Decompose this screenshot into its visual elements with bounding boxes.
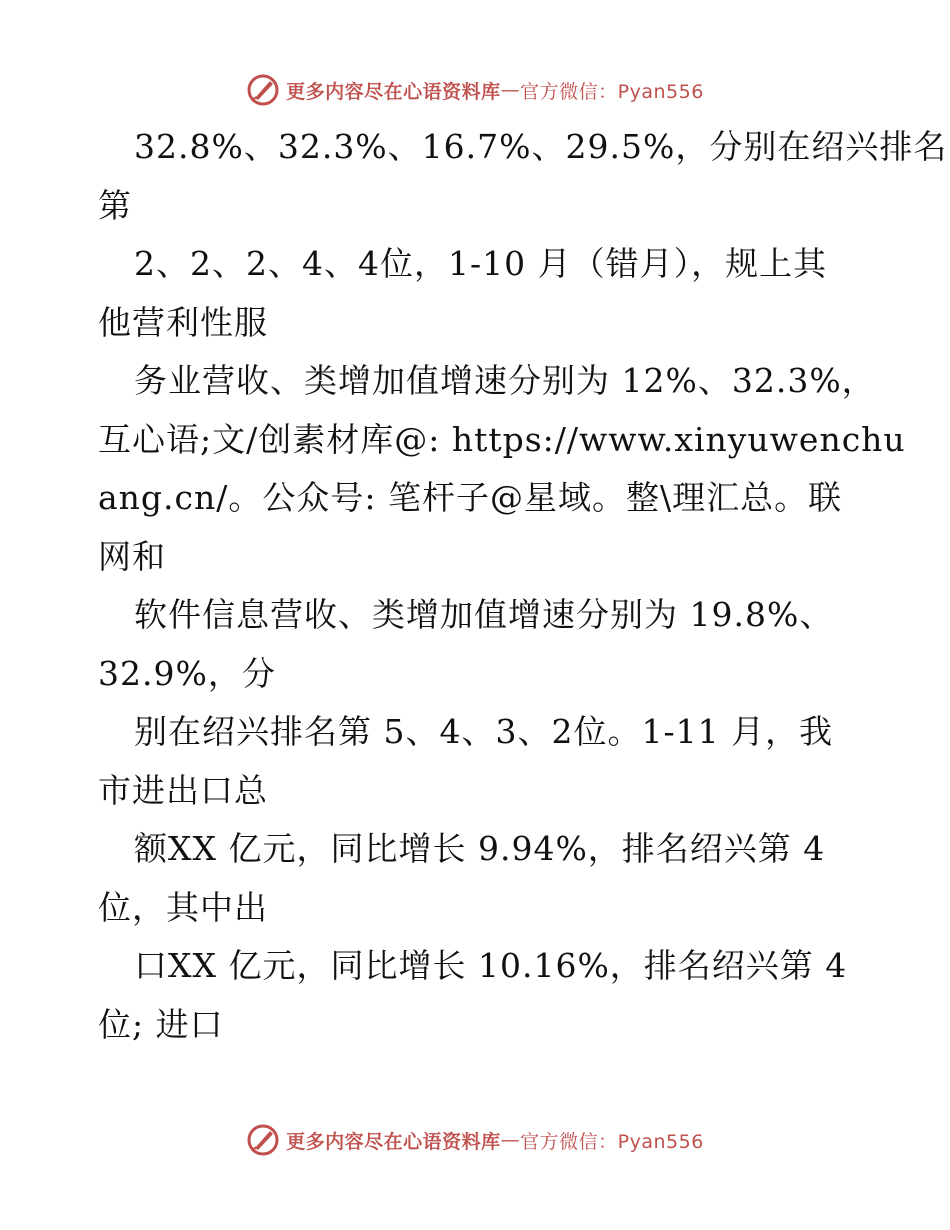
footer-brand-text: 更多内容尽在心语资料库 — [286, 1130, 501, 1153]
footer-dash: — — [500, 1129, 521, 1151]
body-line-11: 别在绍兴排名第 5、4、3、2位。1-11 月，我 — [134, 712, 834, 751]
document-body — [98, 118, 948, 1054]
body-line-13: 额XX 亿元，同比增长 9.94%，排名绍兴第 4 — [134, 829, 826, 868]
quill-logo-icon — [246, 73, 280, 107]
body-line-14: 位，其中出 — [98, 887, 268, 927]
body-line-8: 网和 — [98, 536, 166, 576]
header-banner — [0, 70, 950, 110]
header-wechat-text: 官方微信：Pyan556 — [520, 80, 704, 103]
header-brand-text: 更多内容尽在心语资料库 — [286, 80, 501, 103]
footer-wechat-text: 官方微信：Pyan556 — [520, 1130, 704, 1153]
body-line-4: 他营利性服 — [98, 302, 268, 342]
body-line-3: 2、2、2、4、4位，1-10 月（错月），规上其 — [134, 244, 828, 283]
body-line-5: 务业营收、类增加值增速分别为 12%、32.3%， — [134, 361, 876, 400]
body-line-16: 位; 进口 — [98, 1004, 224, 1044]
body-line-6: 互心语;文/创素材库@: https://www.xinyuwenchu — [98, 419, 906, 459]
body-line-2: 第 — [98, 185, 132, 225]
body-line-12: 市进出口总 — [98, 770, 268, 810]
body-line-10: 32.9%，分 — [98, 653, 276, 693]
body-line-15: 口XX 亿元，同比增长 10.16%，排名绍兴第 4 — [134, 946, 848, 985]
body-line-1: 32.8%、32.3%、16.7%、29.5%，分别在绍兴排名 — [134, 127, 948, 166]
header-dash: — — [500, 79, 521, 101]
body-line-9: 软件信息营收、类增加值增速分别为 19.8%、 — [134, 595, 834, 634]
body-line-7: ang.cn/。公众号: 笔杆子@星域。整\理汇总。联 — [98, 478, 843, 517]
quill-logo-icon — [246, 1123, 280, 1157]
footer-banner — [0, 1120, 950, 1160]
